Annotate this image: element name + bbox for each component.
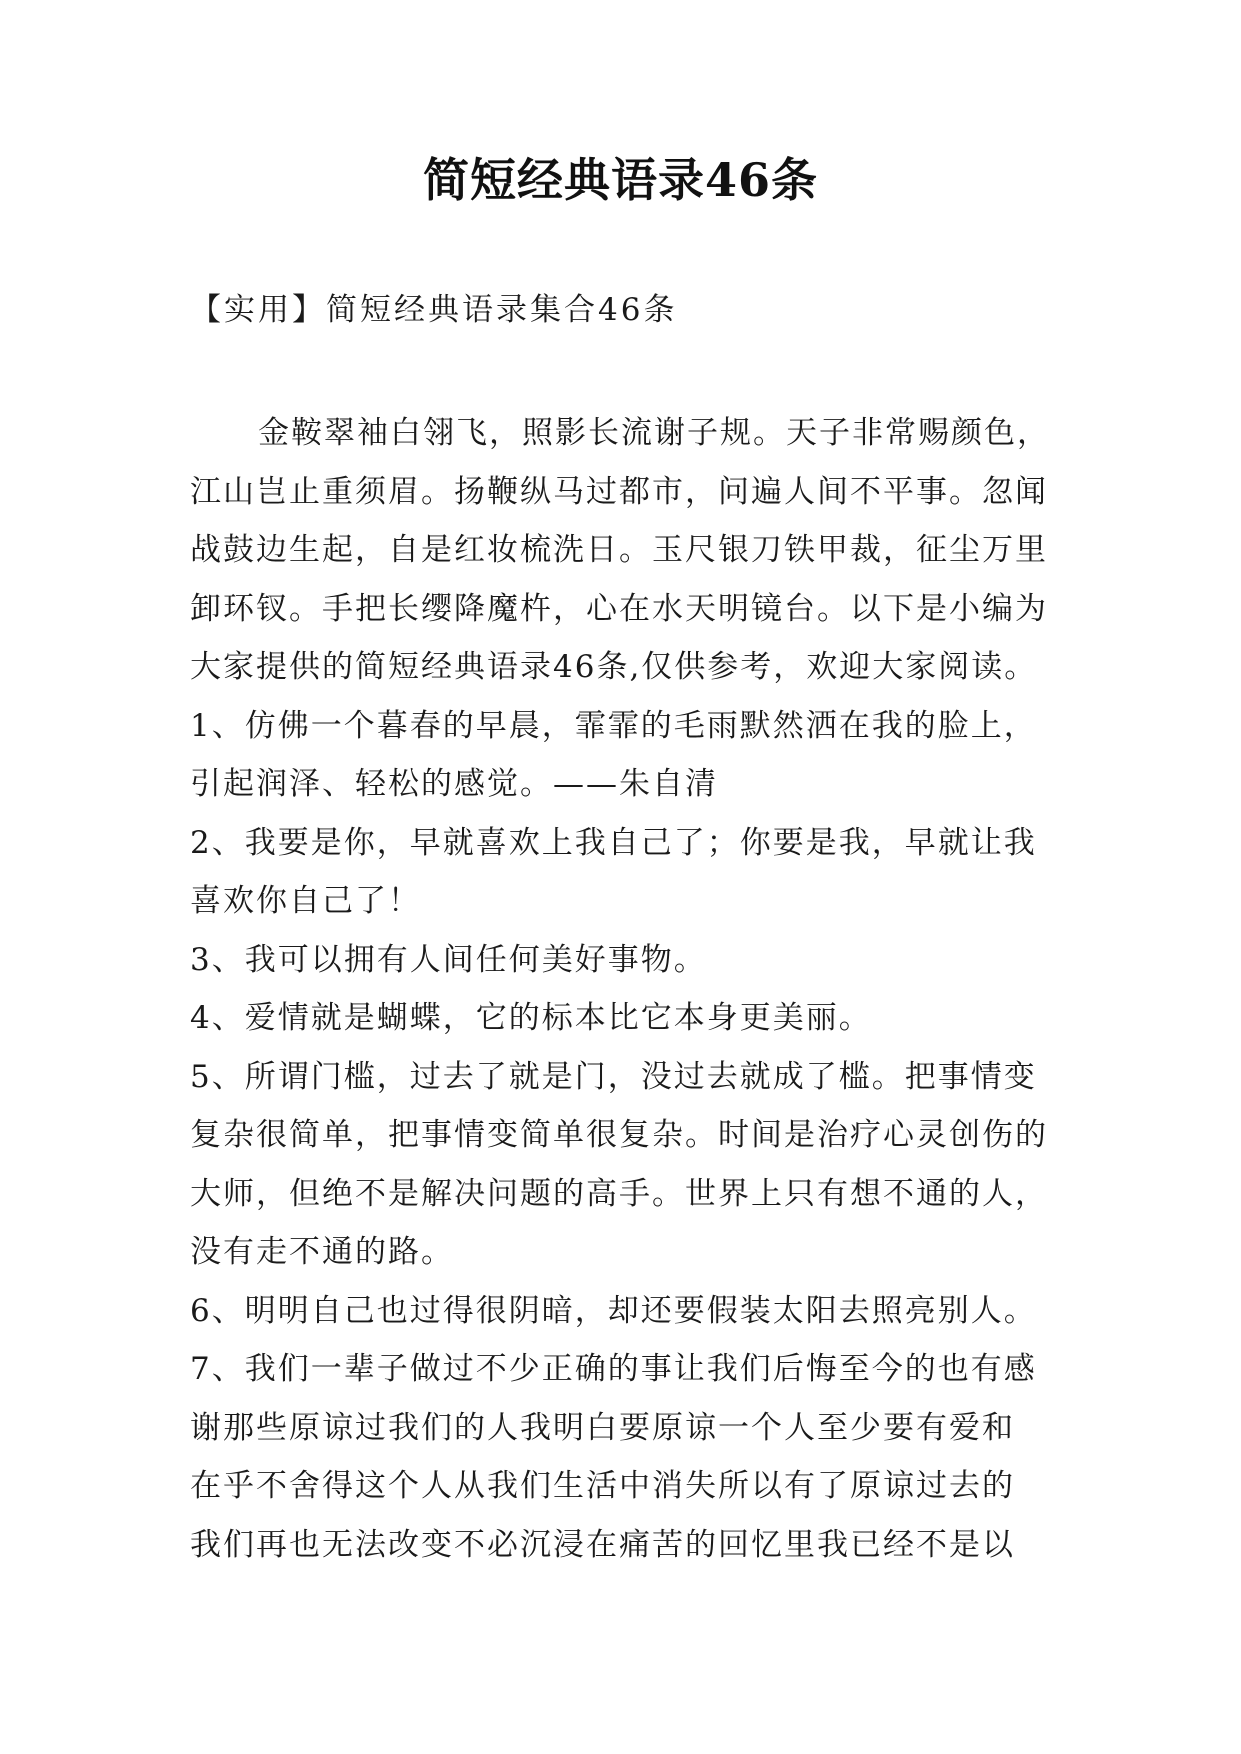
- quote-line: 没有走不通的路。: [190, 1234, 454, 1270]
- quote-line: 我们再也无法改变不必沉浸在痛苦的回忆里我已经不是以: [190, 1526, 1015, 1563]
- quote-line: 4、爱情就是蝴蝶，它的标本比它本身更美丽。: [190, 1000, 872, 1036]
- paragraph-line: 战鼓边生起，自是红妆梳洗日。玉尺银刀铁甲裁，征尘万里: [190, 532, 1048, 568]
- paragraph-line: 江山岂止重须眉。扬鞭纵马过都市，问遍人间不平事。忽闻: [190, 473, 1048, 510]
- quote-line: 6、明明自己也过得很阴暗，却还要假装太阳去照亮别人。: [190, 1292, 1037, 1329]
- quote-line: 3、我可以拥有人间任何美好事物。: [190, 941, 707, 978]
- paragraph-line: 大家提供的简短经典语录46条,仅供参考，欢迎大家阅读。: [190, 649, 1038, 685]
- quote-line: 大师，但绝不是解决问题的高手。世界上只有想不通的人，: [190, 1175, 1048, 1212]
- quote-line: 谢那些原谅过我们的人我明白要原谅一个人至少要有爱和: [190, 1409, 1015, 1446]
- paragraph-line: 卸环钗。手把长缨降魔杵，心在水天明镜台。以下是小编为: [190, 590, 1048, 627]
- quote-line: 5、所谓门槛，过去了就是门，没过去就成了槛。把事情变: [190, 1058, 1037, 1095]
- document-title: 简短经典语录46条: [422, 153, 818, 207]
- document-subtitle: 【实用】简短经典语录集合46条: [190, 292, 678, 328]
- quote-line: 1、仿佛一个暮春的早晨，霏霏的毛雨默然洒在我的脸上，: [190, 707, 1037, 744]
- quote-line: 引起润泽、轻松的感觉。——朱自清: [190, 766, 718, 802]
- document-body: [190, 404, 1070, 1574]
- quote-line: 2、我要是你，早就喜欢上我自己了；你要是我，早就让我: [190, 824, 1037, 861]
- quote-line: 复杂很简单，把事情变简单很复杂。时间是治疗心灵创伤的: [190, 1117, 1048, 1153]
- paragraph-line: 金鞍翠袖白翎飞，照影长流谢子规。天子非常赐颜色，: [258, 415, 1050, 451]
- quote-line: 喜欢你自己了！: [190, 883, 421, 919]
- quote-line: 7、我们一辈子做过不少正确的事让我们后悔至今的也有感: [190, 1351, 1037, 1387]
- quote-line: 在乎不舍得这个人从我们生活中消失所以有了原谅过去的: [190, 1468, 1015, 1504]
